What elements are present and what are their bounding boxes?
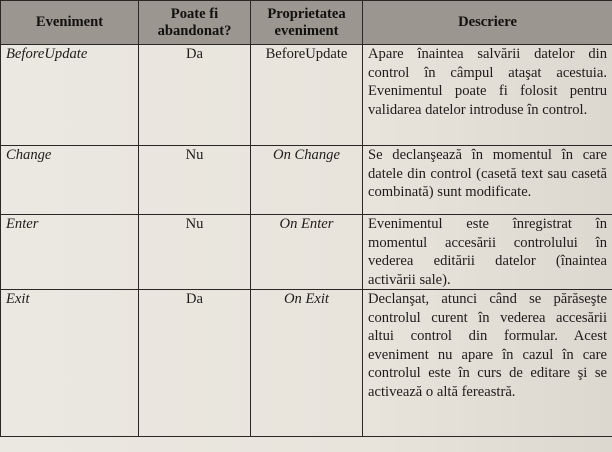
event-name: Exit bbox=[1, 290, 139, 437]
event-abandonable: Nu bbox=[139, 146, 251, 215]
table-row bbox=[1, 45, 612, 146]
table-row bbox=[1, 146, 612, 215]
event-description: Apare înaintea salvării datelor din control în câmpul ataşat acestuia. Evenimentul poate fi folosit pentru validarea datelor introduse în control. bbox=[363, 45, 612, 146]
table-row bbox=[1, 215, 612, 290]
event-name: Change bbox=[1, 146, 139, 215]
table-header-row bbox=[1, 1, 612, 45]
header-abandonable: Poate fi abandonat? bbox=[139, 1, 251, 45]
event-description: Declanşat, atunci când se părăseşte controlul curent în vederea accesării altui control din formular. Acest eveniment nu apare în cazul în care controlul este în curs de editare şi se activează o altă fereastră. bbox=[363, 290, 612, 437]
event-abandonable: Nu bbox=[139, 215, 251, 290]
event-property: On Enter bbox=[251, 215, 363, 290]
header-description: Descriere bbox=[363, 1, 612, 45]
event-abandonable: Da bbox=[139, 45, 251, 146]
event-property: BeforeUpdate bbox=[251, 45, 363, 146]
event-property: On Exit bbox=[251, 290, 363, 437]
event-name: BeforeUpdate bbox=[1, 45, 139, 146]
event-abandonable: Da bbox=[139, 290, 251, 437]
event-property: On Change bbox=[251, 146, 363, 215]
event-name: Enter bbox=[1, 215, 139, 290]
event-description: Se declanşează în momentul în care datele din control (casetă text sau casetă combinată) sunt modificate. bbox=[363, 146, 612, 215]
table-row bbox=[1, 290, 612, 437]
event-description: Evenimentul este înregistrat în momentul accesării controlului în vederea editării datelor (înaintea activării sale). bbox=[363, 215, 612, 290]
header-event: Eveniment bbox=[1, 1, 139, 45]
header-property: Proprietatea eveniment bbox=[251, 1, 363, 45]
